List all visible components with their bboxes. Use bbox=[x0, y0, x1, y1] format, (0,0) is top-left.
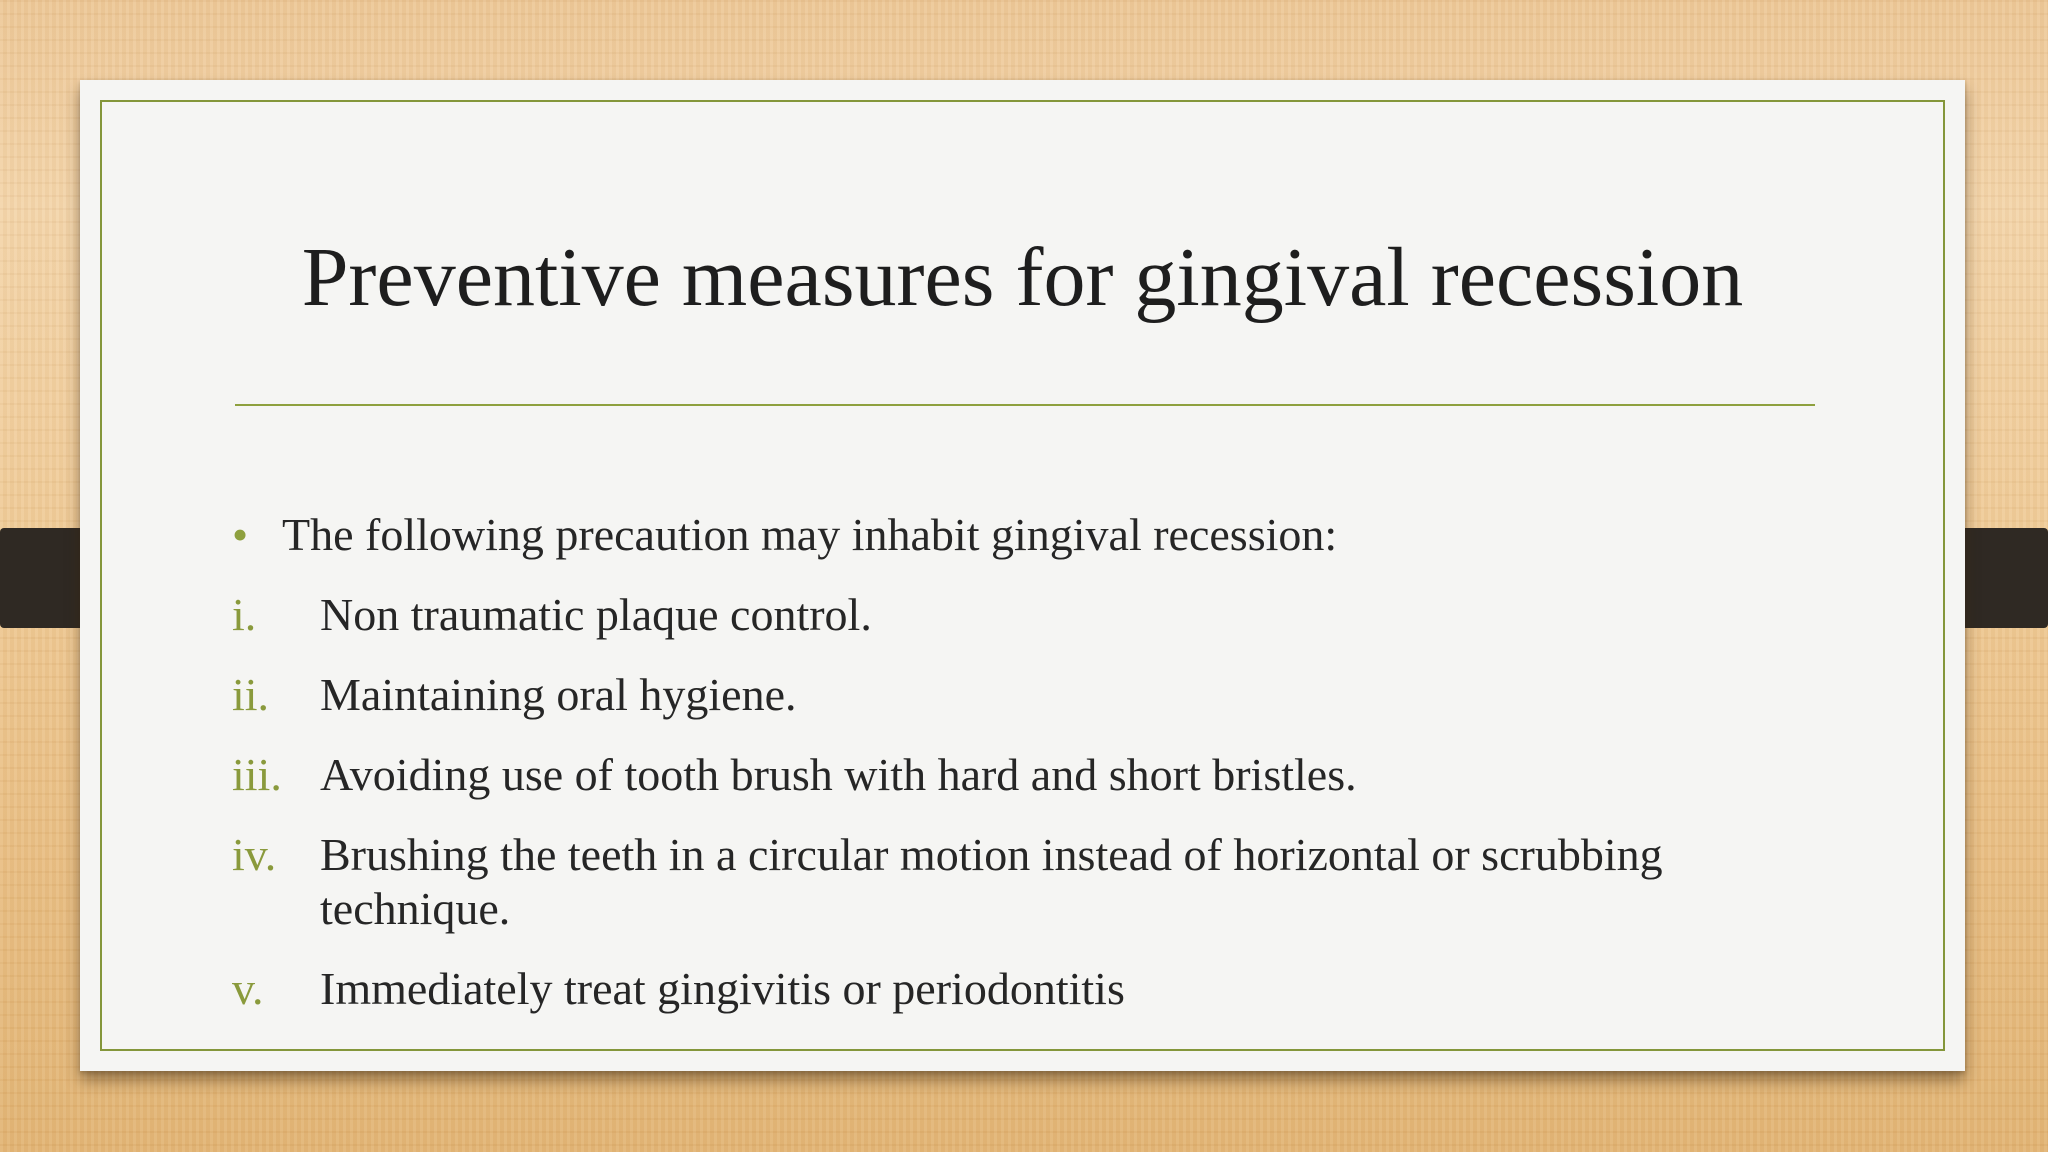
slide-title: Preventive measures for gingival recession bbox=[301, 231, 1744, 324]
intro-text: The following precaution may inhabit gingival recession: bbox=[282, 509, 1338, 560]
list-marker: iv. bbox=[232, 829, 277, 880]
list-item-text: Non traumatic plaque control. bbox=[320, 589, 872, 640]
list-marker: ii. bbox=[232, 669, 270, 720]
list-item bbox=[232, 962, 1872, 1016]
list-marker: i. bbox=[232, 589, 257, 640]
list-item bbox=[232, 588, 1872, 642]
list-marker: v. bbox=[232, 963, 264, 1014]
slide-card bbox=[80, 80, 1965, 1071]
list-item bbox=[232, 748, 1872, 802]
list-item-text: Avoiding use of tooth brush with hard and short bristles. bbox=[320, 749, 1357, 800]
title-divider bbox=[235, 404, 1815, 406]
list-item bbox=[232, 828, 1872, 936]
list-item-text: Maintaining oral hygiene. bbox=[320, 669, 797, 720]
intro-bullet bbox=[232, 508, 1872, 588]
list-marker: iii. bbox=[232, 749, 282, 800]
list-item-text: Immediately treat gingivitis or periodontitis bbox=[320, 963, 1125, 1014]
bullet-dot-icon: • bbox=[232, 509, 249, 560]
list-item-text: Brushing the teeth in a circular motion instead of horizontal or scrubbing technique. bbox=[320, 829, 1663, 934]
slide-body bbox=[232, 508, 1872, 1042]
list-item bbox=[232, 668, 1872, 722]
